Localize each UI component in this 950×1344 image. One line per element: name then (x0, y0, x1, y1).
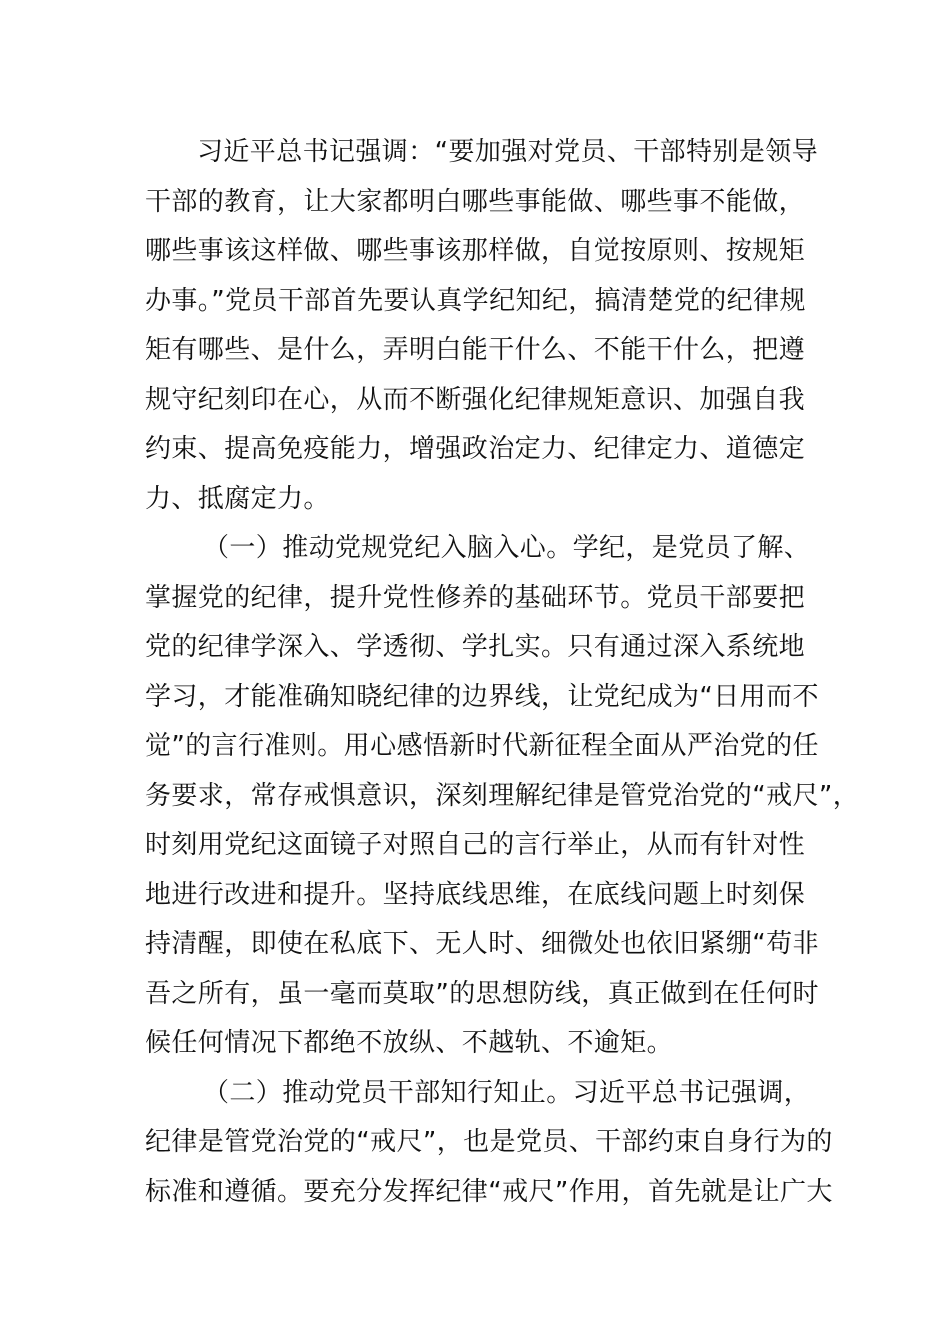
text-line: 干部的教育，让大家都明白哪些事能做、哪些事不能做， (145, 186, 806, 217)
text-line: 习近平总书记强调：“要加强对党员、干部特别是领导 (197, 137, 819, 167)
paragraph-section-one (145, 524, 860, 1069)
paragraph-intro (145, 128, 819, 524)
text-line: 候任何情况下都绝不放纵、不越轨、不逾矩。 (145, 1028, 674, 1058)
text-line: 约束、提高免疫能力，增强政治定力、纪律定力、道德定 (145, 434, 806, 464)
text-line: 务要求，常存戒惧意识，深刻理解纪律是管党治党的“戒尺”， (145, 780, 860, 811)
text-line: 矩有哪些、是什么，弄明白能干什么、不能干什么，把遵 (145, 335, 806, 365)
text-line: 哪些事该这样做、哪些事该那样做，自觉按原则、按规矩 (145, 236, 806, 266)
text-line: 地进行改进和提升。坚持底线思维，在底线问题上时刻保 (145, 879, 806, 910)
text-line: 学习，才能准确知晓纪律的边界线，让党纪成为“日用而不 (145, 681, 819, 712)
text-line: 党的纪律学深入、学透彻、学扎实。只有通过深入系统地 (145, 632, 806, 662)
text-line: 时刻用党纪这面镜子对照自己的言行举止，从而有针对性 (145, 830, 806, 860)
text-line: 标准和遵循。要充分发挥纪律“戒尺”作用，首先就是让广大 (145, 1176, 833, 1207)
text-line: 力、抵腐定力。 (145, 483, 330, 514)
text-line: 吾之所有，虽一毫而莫取”的思想防线，真正做到在任何时 (145, 978, 819, 1009)
section-heading-line: （一）推动党规党纪入脑入心。学纪，是党员了解、 (203, 533, 811, 563)
section-heading-line: （二）推动党员干部知行知止。习近平总书记强调， (203, 1077, 811, 1108)
text-line: 持清醒，即使在私底下、无人时、细微处也依旧紧绷“苟非 (145, 929, 819, 959)
paragraph-section-two (145, 1069, 833, 1218)
text-line: 纪律是管党治党的“戒尺”，也是党员、干部约束自身行为的 (145, 1127, 833, 1157)
document-body (145, 128, 860, 1217)
text-line: 掌握党的纪律，提升党性修养的基础环节。党员干部要把 (145, 582, 806, 613)
text-line: 规守纪刻印在心，从而不断强化纪律规矩意识、加强自我 (145, 384, 806, 415)
text-line: 觉”的言行准则。用心感悟新时代新征程全面从严治党的任 (145, 731, 819, 761)
text-line: 办事。”党员干部首先要认真学纪知纪，搞清楚党的纪律规 (145, 285, 806, 316)
